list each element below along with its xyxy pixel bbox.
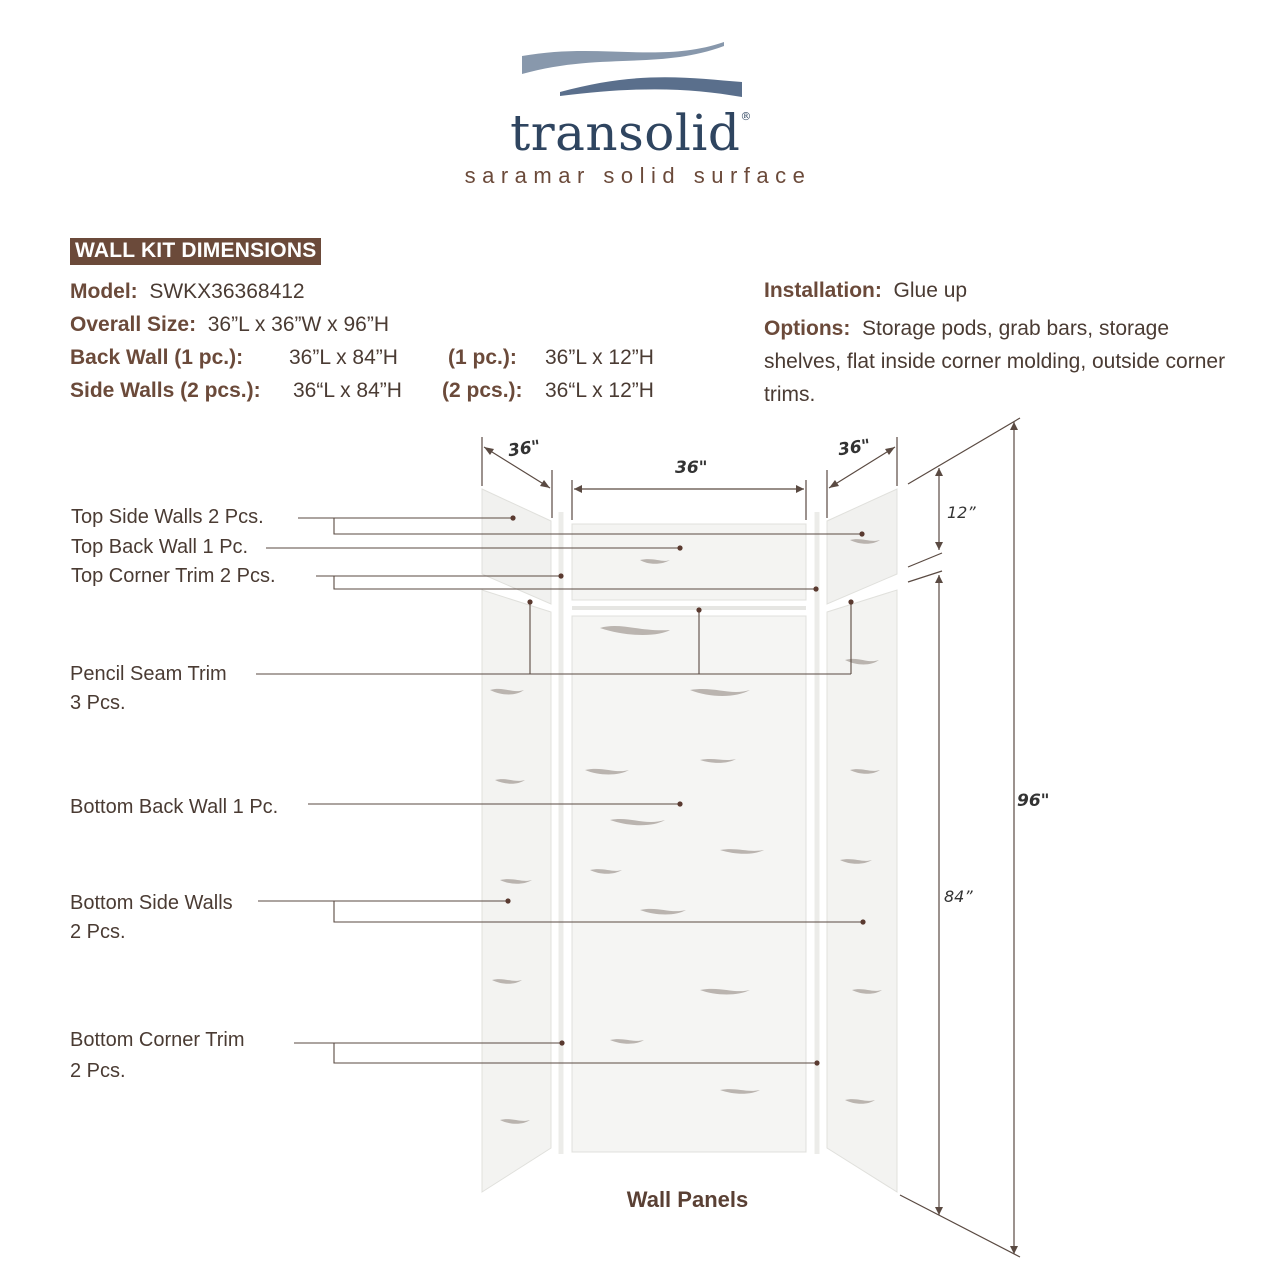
bottom-back-wall-panel bbox=[572, 616, 806, 1152]
callout-bottom-corner-trim-count: 2 Pcs. bbox=[70, 1060, 126, 1082]
callout-top-side-walls: Top Side Walls 2 Pcs. bbox=[71, 506, 264, 528]
spec-installation: Installation: Glue up bbox=[764, 279, 968, 302]
spec-model: Model: SWKX36368412 bbox=[70, 280, 305, 303]
callout-bottom-back-wall: Bottom Back Wall 1 Pc. bbox=[70, 796, 279, 818]
dimension-left-width: 36" bbox=[506, 436, 542, 462]
spec-side-walls-value: 36“L x 84”H bbox=[293, 379, 402, 402]
brand-name: transolid® bbox=[510, 104, 752, 162]
spec-options: Options: Storage pods, grab bars, storage shelves, flat inside corner molding, outside corner trims. bbox=[764, 317, 1226, 406]
dimension-back-width: 36" bbox=[675, 458, 708, 478]
spec-overall-size: Overall Size: 36”L x 36”W x 96”H bbox=[70, 313, 390, 336]
wall-panels bbox=[482, 489, 897, 1192]
dimension-overall-height: 96" bbox=[1017, 791, 1050, 811]
registered-mark: ® bbox=[740, 110, 752, 123]
spec-side-walls: Side Walls (2 pcs.): bbox=[70, 379, 261, 402]
callout-bottom-side-walls-count: 2 Pcs. bbox=[70, 921, 126, 943]
dimension-right-width: 36" bbox=[836, 435, 872, 461]
brand-tagline: saramar solid surface bbox=[464, 163, 812, 188]
spec-back-wall-value: 36”L x 84”H bbox=[289, 346, 398, 369]
callout-top-back-wall: Top Back Wall 1 Pc. bbox=[71, 536, 249, 558]
callout-top-corner-trim: Top Corner Trim 2 Pcs. bbox=[71, 565, 276, 587]
top-left-side-wall-panel bbox=[482, 489, 551, 604]
spec-back-wall-top-label: (1 pc.): bbox=[448, 346, 517, 369]
transolid-logo-swoosh bbox=[522, 42, 742, 97]
spec-side-walls-top-value: 36“L x 12”H bbox=[545, 379, 654, 402]
callout-pencil-seam-trim: Pencil Seam Trim bbox=[70, 663, 227, 685]
callout-bottom-corner-trim: Bottom Corner Trim bbox=[70, 1029, 245, 1051]
bottom-left-side-wall-panel bbox=[482, 590, 551, 1192]
spec-back-wall-top-value: 36”L x 12”H bbox=[545, 346, 654, 369]
diagram-caption: Wall Panels bbox=[626, 1187, 749, 1212]
top-right-side-wall-panel bbox=[827, 489, 897, 604]
dimension-bottom-height: 84” bbox=[944, 887, 973, 906]
dimension-top-height: 12” bbox=[947, 503, 976, 522]
section-title: WALL KIT DIMENSIONS bbox=[70, 238, 321, 265]
spec-side-walls-top-label: (2 pcs.): bbox=[442, 379, 523, 402]
spec-back-wall: Back Wall (1 pc.): bbox=[70, 346, 244, 369]
callout-bottom-side-walls: Bottom Side Walls bbox=[70, 892, 233, 914]
callout-pencil-seam-count: 3 Pcs. bbox=[70, 692, 126, 714]
